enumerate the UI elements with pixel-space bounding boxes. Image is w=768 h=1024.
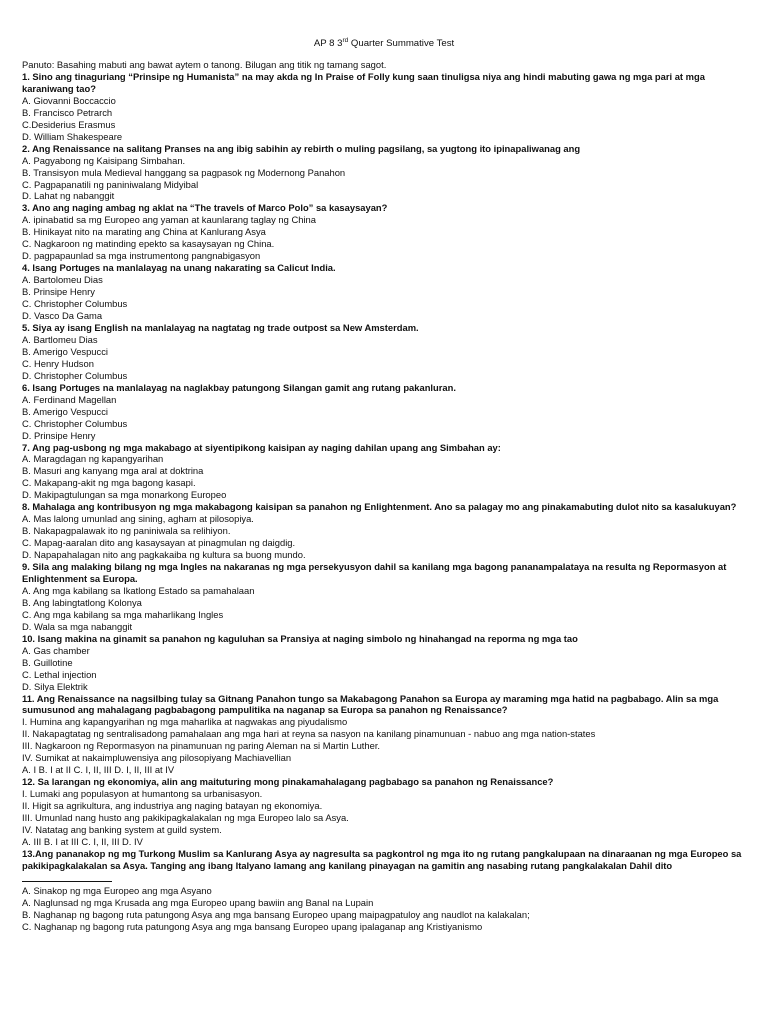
choice: A. Naglunsad ng mga Krusada ang mga Europeo upang bawiin ang Banal na Lupain — [22, 896, 374, 908]
question-6: 6. Isang Portuges na manlalayag na naglakbay patungong Silangan gamit ang rutang pakanluran. — [22, 381, 456, 393]
choice: C.Desiderius Erasmus — [22, 118, 116, 130]
choice: C. Pagpapanatili ng paniniwalang Midyibal — [22, 178, 199, 190]
choice: C. Christopher Columbus — [22, 417, 128, 429]
choice: IV. Sumikat at nakaimpluwensiya ang pilosopiyang Machiavellian — [22, 752, 292, 764]
question-10: 10. Isang makina na ginamit sa panahon ng kaguluhan sa Pransiya at naging simbolo ng hinahangad na reporma ng mga tao — [22, 632, 578, 644]
choice: A. Giovanni Boccaccio — [22, 94, 116, 106]
choice: D. Christopher Columbus — [22, 369, 128, 381]
choice: B. Francisco Petrarch — [22, 106, 113, 118]
choice: C. Henry Hudson — [22, 357, 94, 369]
choice: B. Masuri ang kanyang mga aral at doktrina — [22, 465, 204, 477]
title-rest: Quarter Summative Test — [348, 38, 455, 49]
choice: A. ipinabatid sa mg Europeo ang yaman at kaunlarang taglay ng China — [22, 214, 316, 226]
choice: C. Nagkaroon ng matinding epekto sa kasaysayan ng China. — [22, 238, 275, 250]
title-superscript: rd — [342, 37, 349, 44]
question-1: 1. Sino ang tinaguriang “Prinsipe ng Humanista” na may akda ng In Praise of Folly kung saan tinuligsa niya ang hindi mabuting gawa ng mga pari at mga karaniwang tao? — [22, 70, 705, 94]
question-3: 3. Ano ang naging ambag ng aklat na “The travels of Marco Polo” sa kasaysayan? — [22, 202, 388, 214]
instructions: Panuto: Basahing mabuti ang bawat aytem o tanong. Bilugan ang titik ng tamang sagot. — [22, 59, 387, 70]
choice: C. Christopher Columbus — [22, 298, 128, 310]
choice: D. William Shakespeare — [22, 130, 123, 142]
question-8: 8. Mahalaga ang kontribusyon ng mga makabagong kaisipan sa panahon ng Enlightenment. Ano sa palagay mo ang pinakamabuting dulot nito sa kasalukuyan? — [22, 501, 737, 513]
choice: C. Lethal injection — [22, 668, 97, 680]
question-9: 9. Sila ang malaking bilang ng mga Ingles na nakaranas ng mga persekyusyon dahil sa kanilang mga bagong pananampalataya na resulta ng Repormasyon at Enlightenment sa Europa. — [22, 561, 727, 584]
choice: D. Makipagtulungan sa mga monarkong Europeo — [22, 489, 227, 501]
choice: III. Umunlad nang husto ang pakikipagkalakalan ng mga Europeo lalo sa Asya. — [22, 812, 349, 824]
choice: A. Mas lalong umunlad ang sining, agham at pilosopiya. — [22, 513, 254, 525]
choice: D. Prinsipe Henry — [22, 429, 96, 441]
choice: D. Vasco Da Gama — [22, 310, 103, 322]
page-title — [0, 38, 768, 50]
answer-options: A. I B. I at II C. I, II, III D. I, II, III at IV — [22, 764, 175, 776]
question-13 — [22, 848, 742, 885]
choice: C. Naghanap ng bagong ruta patungong Asya ang mga bansang Europeo upang ipalaganap ang Kristiyanismo — [22, 920, 483, 932]
choice: B. Guillotine — [22, 656, 73, 668]
question-4: 4. Isang Portuges na manlalayag na unang nakarating sa Calicut India. — [22, 262, 336, 274]
test-body — [22, 59, 742, 933]
choice: D. pagpapaunlad sa mga instrumentong pangnabigasyon — [22, 250, 261, 262]
choice: C. Mapag-aaralan dito ang kasaysayan at pinagmulan ng daigdig. — [22, 537, 296, 549]
question-12: 12. Sa larangan ng ekonomiya, alin ang maituturing mong pinakamahalagang pagbabago sa panahon ng Renaissance? — [22, 776, 554, 788]
choice: B. Transisyon mula Medieval hanggang sa pagpasok ng Modernong Panahon — [22, 166, 346, 178]
choice: I. Lumaki ang populasyon at humantong sa urbanisasyon. — [22, 788, 263, 800]
choice: A. Sinakop ng mga Europeo ang mga Asyano — [22, 884, 212, 896]
choice: I. Humina ang kapangyarihan ng mga maharlika at nagwakas ang piyudalismo — [22, 716, 348, 728]
choice: D. Napapahalagan nito ang pagkakaiba ng kultura sa buong mundo. — [22, 549, 306, 561]
choice: B. Naghanap ng bagong ruta patungong Asya ang mga bansang Europeo upang maipagpatuloy ang naudlot na kalakalan; — [22, 908, 530, 920]
choice: B. Ang labingtatlong Kolonya — [22, 596, 142, 608]
question-7: 7. Ang pag-usbong ng mga makabago at siyentipikong kaisipan ay naging dahilan upang ang Simbahan ay: — [22, 441, 501, 453]
choice: B. Nakapagpalawak ito ng paniniwala sa relihiyon. — [22, 525, 231, 537]
choice: A. Maragdagan ng kapangyarihan — [22, 453, 164, 465]
question-2: 2. Ang Renaissance na salitang Pranses na ang ibig sabihin ay rebirth o muling pagsilang, sa yugtong ito ipinapaliwanag ang — [22, 142, 581, 154]
choice: B. Amerigo Vespucci — [22, 405, 108, 417]
question-5: 5. Siya ay isang English na manlalayag na nagtatag ng trade outpost sa New Amsterdam. — [22, 321, 419, 333]
answer-blank — [22, 872, 112, 882]
choice: A. Gas chamber — [22, 644, 90, 656]
choice: A. Ang mga kabilang sa Ikatlong Estado sa pamahalaan — [22, 584, 255, 596]
choice: A. Bartolomeu Dias — [22, 274, 103, 286]
choice: A. Pagyabong ng Kaisipang Simbahan. — [22, 154, 186, 166]
title-main: AP 8 3 — [313, 38, 343, 49]
choice: B. Amerigo Vespucci — [22, 345, 108, 357]
choice: D. Silya Elektrik — [22, 680, 88, 692]
choice: C. Makapang-akit ng mga bagong kasapi. — [22, 477, 196, 489]
choice: B. Hinikayat nito na marating ang China at Kanlurang Asya — [22, 226, 266, 238]
choice: A. Bartlomeu Dias — [22, 333, 98, 345]
choice: II. Higit sa agrikultura, ang industriya ang naging batayan ng ekonomiya. — [22, 800, 323, 812]
choice: A. Ferdinand Magellan — [22, 393, 117, 405]
choice: B. Prinsipe Henry — [22, 286, 95, 298]
choice: D. Lahat ng nabanggit — [22, 190, 115, 202]
choice: D. Wala sa mga nabanggit — [22, 620, 133, 632]
choice: IV. Natatag ang banking system at guild system. — [22, 824, 222, 835]
choice: C. Ang mga kabilang sa mga maharlikang Ingles — [22, 608, 224, 620]
question-13-text: 13.Ang pananakop ng mg Turkong Muslim sa Kanlurang Asya ay nagresulta sa pagkontrol ng mga ito ng rutang pangkalupaan na dinaraanan ng mga Europeo sa pakikipagkalakalan sa Asya. Tanging ang ibang Italyano lamang ang kanilang pinayagan na gamitin ang nasabing rutang pangkalakalan Dahil dito — [22, 847, 742, 871]
answer-options: A. III B. I at III C. I, II, III D. IV — [22, 835, 143, 847]
choice: II. Nakapagtatag ng sentralisadong pamahalaan ang mga hari at reyna sa nasyon na kanilang pinamunuan - nabuo ang mga nation-states — [22, 728, 596, 740]
question-11: 11. Ang Renaissance na nagsilbing tulay sa Gitnang Panahon tungo sa Makabagong Panahon sa Europa ay maraming mga hatid na pagbabago. Alin sa mga sumusunod ang mahalagang pagbabagong pampulitika na naganap sa Europa sa panahon ng Renaissance? — [22, 692, 719, 716]
choice: III. Nagkaroon ng Repormasyon na pinamunuan ng paring Aleman na si Martin Luther. — [22, 740, 381, 752]
